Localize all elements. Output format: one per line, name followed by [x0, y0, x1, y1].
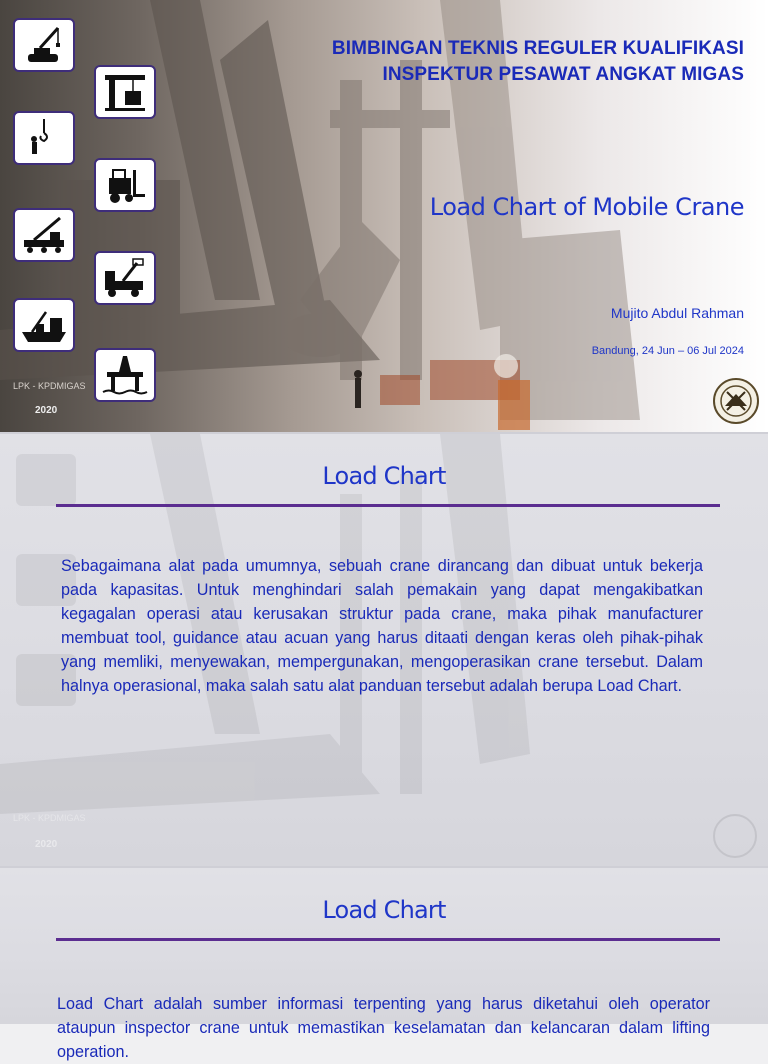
year-label: 2020: [35, 839, 58, 850]
slide-body-text: Sebagaimana alat pada umumnya, sebuah crane dirancang dan dibuat untuk bekerja pada kapasitas. Untuk menghindari salah pemakain yang dapat mengakibatkan kegagalan operasi atau kerusakan struktur pada crane, maka pihak manufacturer membuat tool, guidance atau acuan yang harus ditaati dengan keras oleh pihak-pihak yang memliki, menyewakan, mempergunakan, mengoperasikan crane tersebut. Dalam halnya operasional, maka salah satu alat panduan tersebut adalah berupa Load Chart.: [61, 557, 703, 695]
title-slide: [0, 0, 768, 432]
header-line-2: INSPEKTUR PESAWAT ANGKAT MIGAS: [382, 64, 744, 85]
aerial-platform-truck-icon: [94, 251, 156, 305]
ship-crane-icon: [13, 298, 75, 352]
organization-label: LPK - KPDMIGAS: [13, 381, 86, 391]
slide-title: Load Chart: [322, 896, 446, 924]
organization-logo: [713, 378, 759, 424]
title-underline: [56, 504, 720, 507]
crawler-crane-icon: [13, 18, 75, 72]
header-line-1: BIMBINGAN TEKNIS REGULER KUALIFIKASI: [331, 38, 744, 59]
event-date-location: Bandung, 24 Jun – 06 Jul 2024: [591, 345, 744, 357]
gantry-crane-icon: [94, 65, 156, 119]
load-chart-slide-1: [0, 434, 768, 866]
mobile-crane-icon: [13, 208, 75, 262]
forklift-icon: [94, 158, 156, 212]
presentation-subtitle: Load Chart of Mobile Crane: [429, 193, 744, 221]
hoist-hook-icon: [13, 111, 75, 165]
organization-logo: [713, 814, 757, 858]
load-chart-slide-2: [0, 868, 768, 1061]
year-label: 2020: [35, 405, 58, 416]
slide-body-text: Load Chart adalah sumber informasi terpenting yang harus diketahui oleh operator ataupun inspector crane untuk memastikan keselamatan dan kelancaran dalam lifting operation.: [57, 995, 710, 1061]
offshore-platform-icon: [94, 348, 156, 402]
organization-label: LPK - KPDMIGAS: [13, 813, 86, 823]
slide-title: Load Chart: [322, 462, 446, 490]
title-underline: [56, 938, 720, 941]
author-name: Mujito Abdul Rahman: [610, 305, 744, 321]
